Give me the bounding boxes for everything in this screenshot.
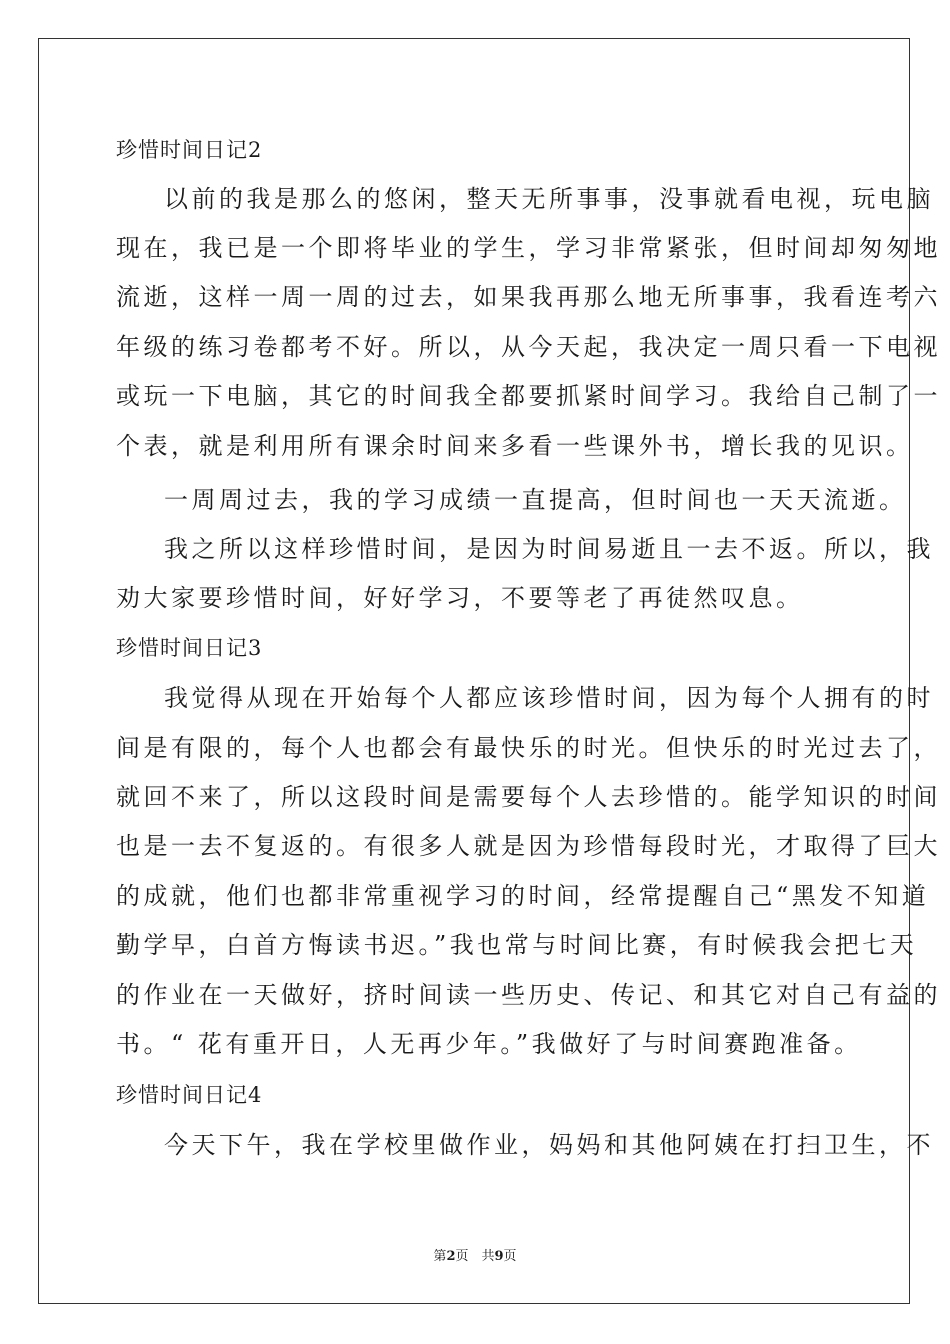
text-line: 今天下午，我在学校里做作业，妈妈和其他阿姨在打扫卫生，不 — [164, 1131, 934, 1159]
page-number-footer — [0, 1248, 950, 1266]
text-line: 也是一去不复返的。有很多人就是因为珍惜每段时光，才取得了巨大 — [116, 832, 941, 860]
text-line: 间是有限的，每个人也都会有最快乐的时光。但快乐的时光过去了， — [116, 734, 941, 762]
section-heading: 珍惜时间日记3 — [116, 636, 263, 660]
text-line: 一周周过去，我的学习成绩一直提高，但时间也一天天流逝。 — [164, 486, 907, 514]
section-heading: 珍惜时间日记2 — [116, 138, 263, 162]
text-line: 个表，就是利用所有课余时间来多看一些课外书，增长我的见识。 — [116, 432, 914, 460]
text-line: 流逝，这样一周一周的过去，如果我再那么地无所事事，我看连考六 — [116, 283, 941, 311]
page-border — [38, 38, 910, 1304]
text-line: 现在，我已是一个即将毕业的学生，学习非常紧张，但时间却匆匆地 — [116, 234, 941, 262]
footer-mid: 页 共 — [455, 1249, 495, 1264]
total-page-number: 9 — [494, 1249, 504, 1264]
current-page-number: 2 — [446, 1249, 456, 1264]
text-line: 勤学早，白首方悔读书迟。”我也常与时间比赛，有时候我会把七天 — [116, 931, 918, 959]
text-line: 就回不来了，所以这段时间是需要每个人去珍惜的。能学知识的时间 — [116, 783, 941, 811]
text-line: 我之所以这样珍惜时间，是因为时间易逝且一去不返。所以，我 — [164, 535, 934, 563]
text-line: 的成就，他们也都非常重视学习的时间，经常提醒自己“黑发不知道 — [116, 882, 930, 910]
footer-suffix: 页 — [503, 1249, 517, 1264]
text-line: 劝大家要珍惜时间，好好学习，不要等老了再徒然叹息。 — [116, 584, 804, 612]
section-heading: 珍惜时间日记4 — [116, 1083, 263, 1107]
text-line: 或玩一下电脑，其它的时间我全都要抓紧时间学习。我给自己制了一 — [116, 382, 941, 410]
text-line: 以前的我是那么的悠闲，整天无所事事，没事就看电视，玩电脑 — [164, 185, 934, 213]
footer-prefix: 第 — [433, 1249, 447, 1264]
text-line: 我觉得从现在开始每个人都应该珍惜时间，因为每个人拥有的时 — [164, 684, 934, 712]
text-line: 的作业在一天做好，挤时间读一些历史、传记、和其它对自己有益的 — [116, 981, 941, 1009]
text-line: 年级的练习卷都考不好。所以，从今天起，我决定一周只看一下电视 — [116, 333, 941, 361]
text-line: 书。“ 花有重开日，人无再少年。”我做好了与时间赛跑准备。 — [116, 1030, 862, 1058]
